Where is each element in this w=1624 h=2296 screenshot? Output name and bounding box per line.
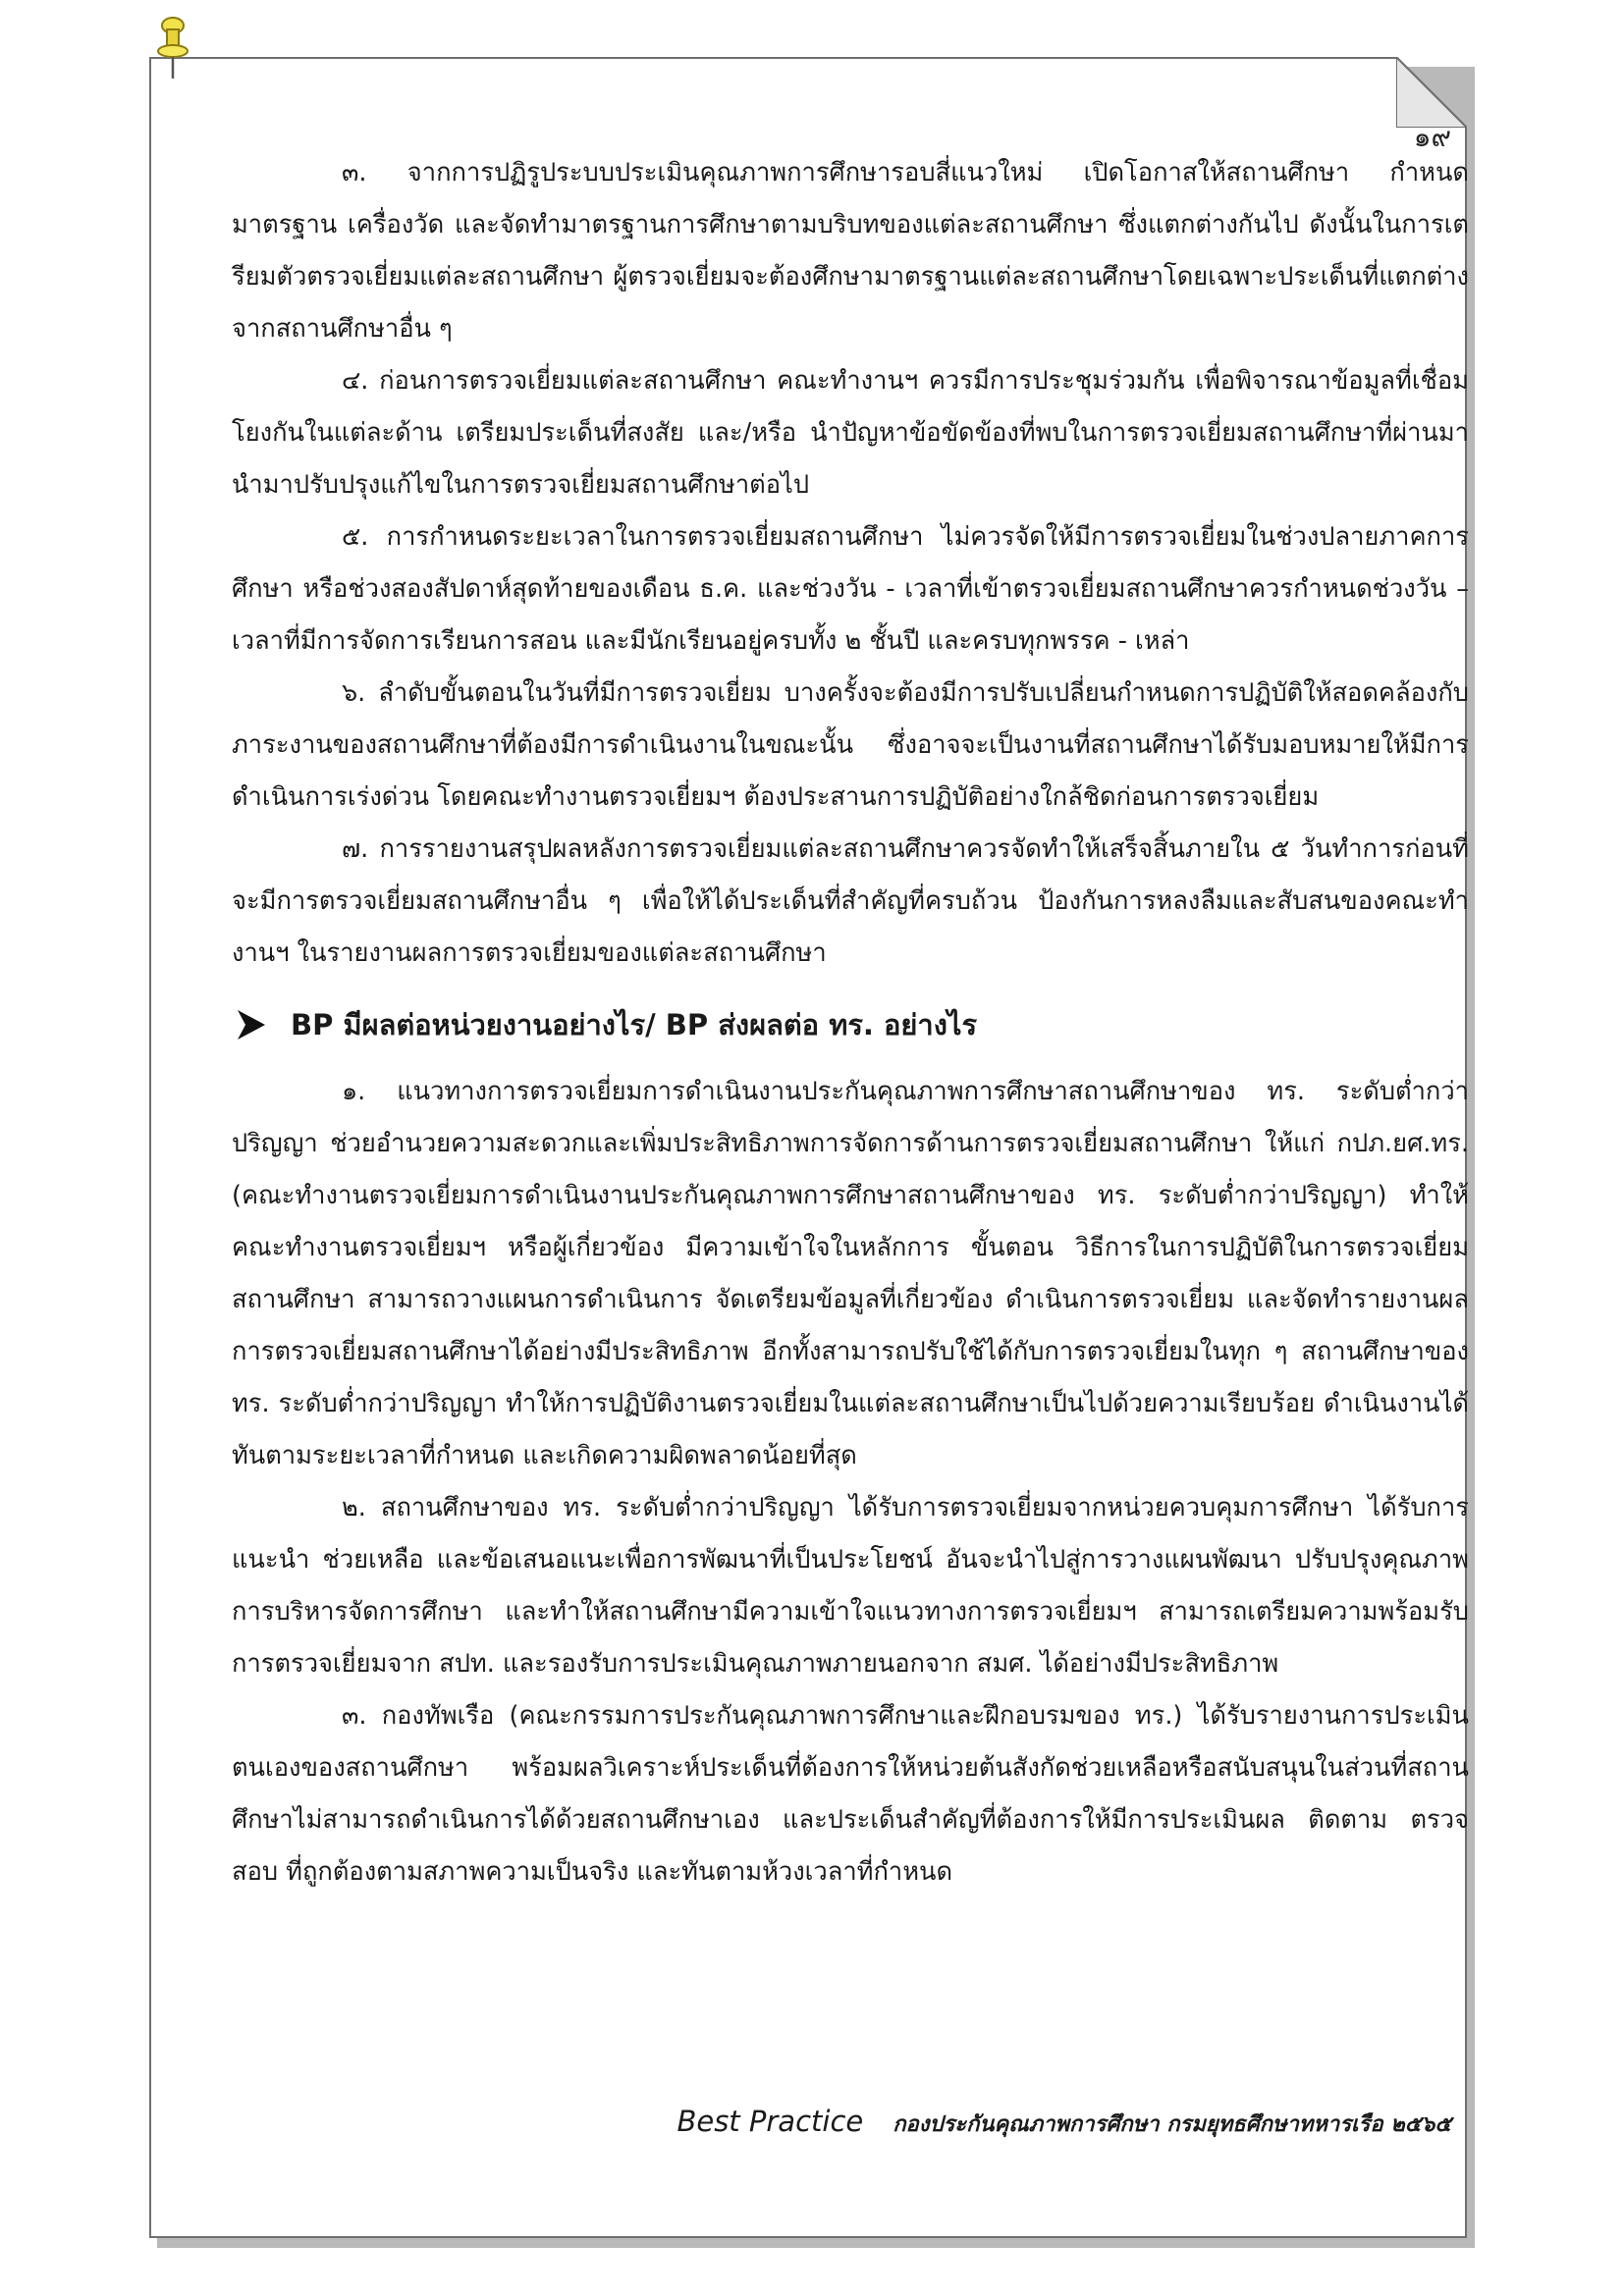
paragraph: ๒. สถานศึกษาของ ทร. ระดับต่ำกว่าปริญญา ได้รับการตรวจเยี่ยมจากหน่วยควบคุมการศึกษา ได้รับการแนะนำ ช่วยเหลือ และข้อเสนอแนะเพื่อการพัฒนาที่เป็นประโยชน์ อันจะนำไปสู่การวางแผนพัฒนา ปรับปรุงคุณภาพการบริหารจัดการศึกษา และทำให้สถานศึกษามีความเข้าใจแนวทางการตรวจเยี่ยมฯ สามารถเตรียมความพร้อมรับการตรวจเยี่ยมจาก สปท. และรองรับการประเมินคุณภาพภายนอกจาก สมศ. ได้อย่างมีประสิทธิภาพ — [232, 1493, 1469, 1679]
paragraph: ๗. การรายงานสรุปผลหลังการตรวจเยี่ยมแต่ละสถานศึกษาควรจัดทำให้เสร็จสิ้นภายใน ๕ วันทำการก่อนที่จะมีการตรวจเยี่ยมสถานศึกษาอื่น ๆ เพื่อให้ได้ประเด็นที่สำคัญที่ครบถ้วน ป้องกันการหลงลืมและสับสนของคณะทำงานฯ ในรายงานผลการตรวจเยี่ยมของแต่ละสถานศึกษา — [232, 834, 1469, 968]
section-heading — [238, 997, 1469, 1052]
paragraph: ๖. ลำดับขั้นตอนในวันที่มีการตรวจเยี่ยม บางครั้งจะต้องมีการปรับเปลี่ยนกำหนดการปฏิบัติให้สอดคล้องกับภาระงานของสถานศึกษาที่ต้องมีการดำเนินงานในขณะนั้น ซึ่งอาจจะเป็นงานที่สถานศึกษาได้รับมอบหมายให้มีการดำเนินการเร่งด่วน โดยคณะทำงานตรวจเยี่ยมฯ ต้องประสานการปฏิบัติอย่างใกล้ชิดก่อนการตรวจเยี่ยม — [232, 678, 1469, 812]
page-footer — [677, 2105, 1451, 2141]
paragraph: ๔. ก่อนการตรวจเยี่ยมแต่ละสถานศึกษา คณะทำงานฯ ควรมีการประชุมร่วมกัน เพื่อพิจารณาข้อมูลที่เชื่อมโยงกันในแต่ละด้าน เตรียมประเด็นที่สงสัย และ/หรือ นำปัญหาข้อขัดข้องที่พบในการตรวจเยี่ยมสถานศึกษาที่ผ่านมา นำมาปรับปรุงแก้ไขในการตรวจเยี่ยมสถานศึกษาต่อไป — [232, 366, 1469, 500]
paragraph: ๓. จากการปฏิรูประบบประเมินคุณภาพการศึกษารอบสี่แนวใหม่ เปิดโอกาสให้สถานศึกษา กำหนดมาตรฐาน เครื่องวัด และจัดทำมาตรฐานการศึกษาตามบริบทของแต่ละสถานศึกษา ซึ่งแตกต่างกันไป ดังนั้นในการเตรียมตัวตรวจเยี่ยมแต่ละสถานศึกษา ผู้ตรวจเยี่ยมจะต้องศึกษามาตรฐานแต่ละสถานศึกษาโดยเฉพาะประเด็นที่แตกต่างจากสถานศึกษาอื่น ๆ — [232, 158, 1469, 344]
arrow-bullet-icon — [238, 1010, 265, 1040]
paragraph: ๕. การกำหนดระยะเวลาในการตรวจเยี่ยมสถานศึกษา ไม่ควรจัดให้มีการตรวจเยี่ยมในช่วงปลายภาคการศึกษา หรือช่วงสองสัปดาห์สุดท้ายของเดือน ธ.ค. และช่วงวัน - เวลาที่เข้าตรวจเยี่ยมสถานศึกษาควรกำหนดช่วงวัน – เวลาที่มีการจัดการเรียนการสอน และมีนักเรียนอยู่ครบทั้ง ๒ ชั้นปี และครบทุกพรรค - เหล่า — [232, 522, 1469, 656]
footer-label: Best Practice — [677, 2105, 864, 2138]
document-body — [232, 147, 1469, 1898]
page-number: ๑๙ — [1413, 121, 1451, 153]
section-heading-text: BP มีผลต่อหน่วยงานอย่างไร/ BP ส่งผลต่อ ทร. อย่างไร — [291, 1008, 978, 1041]
thumbtack-icon — [153, 14, 192, 82]
footer-organization: กองประกันคุณภาพการศึกษา กรมยุทธศึกษาทหารเรือ ๒๕๖๕ — [893, 2112, 1451, 2137]
paragraph: ๑. แนวทางการตรวจเยี่ยมการดำเนินงานประกันคุณภาพการศึกษาสถานศึกษาของ ทร. ระดับต่ำกว่าปริญญา ช่วยอำนวยความสะดวกและเพิ่มประสิทธิภาพการจัดการด้านการตรวจเยี่ยมสถานศึกษา ให้แก่ กปภ.ยศ.ทร. (คณะทำงานตรวจเยี่ยมการดำเนินงานประกันคุณภาพการศึกษาสถานศึกษาของ ทร. ระดับต่ำกว่าปริญญา) ทำให้คณะทำงานตรวจเยี่ยมฯ หรือผู้เกี่ยวข้อง มีความเข้าใจในหลักการ ขั้นตอน วิธีการในการปฏิบัติในการตรวจเยี่ยมสถานศึกษา สามารถวางแผนการดำเนินการ จัดเตรียมข้อมูลที่เกี่ยวข้อง ดำเนินการตรวจเยี่ยม และจัดทำรายงานผลการตรวจเยี่ยมสถานศึกษาได้อย่างมีประสิทธิภาพ อีกทั้งสามารถปรับใช้ได้กับการตรวจเยี่ยมในทุก ๆ สถานศึกษาของ ทร. ระดับต่ำกว่าปริญญา ทำให้การปฏิบัติงานตรวจเยี่ยมในแต่ละสถานศึกษาเป็นไปด้วยความเรียบร้อย ดำเนินงานได้ทันตามระยะเวลาที่กำหนด และเกิดความผิดพลาดน้อยที่สุด — [232, 1077, 1469, 1470]
paragraph: ๓. กองทัพเรือ (คณะกรรมการประกันคุณภาพการศึกษาและฝึกอบรมของ ทร.) ได้รับรายงานการประเมินตนเองของสถานศึกษา พร้อมผลวิเคราะห์ประเด็นที่ต้องการให้หน่วยต้นสังกัดช่วยเหลือหรือสนับสนุนในส่วนที่สถานศึกษาไม่สามารถดำเนินการได้ด้วยสถานศึกษาเอง และประเด็นสำคัญที่ต้องการให้มีการประเมินผล ติดตาม ตรวจสอบ ที่ถูกต้องตามสภาพความเป็นจริง และทันตามห้วงเวลาที่กำหนด — [232, 1701, 1469, 1887]
